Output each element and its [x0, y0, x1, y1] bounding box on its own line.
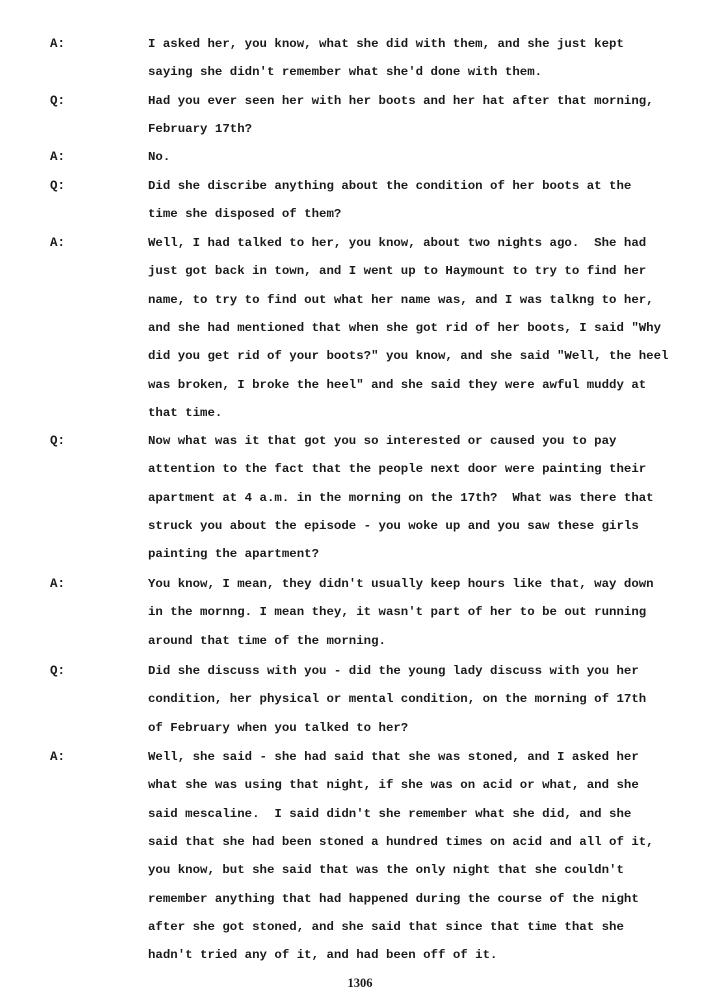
text-line: time she disposed of them? — [148, 207, 342, 221]
speaker-label: A: — [50, 150, 66, 164]
text-line: just got back in town, and I went up to Haymount to try to find her — [148, 264, 647, 278]
text-line: said that she had been stoned a hundred times on acid and all of it, — [148, 835, 654, 849]
text-line: was broken, I broke the heel" and she said they were awful muddy at — [148, 378, 647, 392]
text-line: painting the apartment? — [148, 547, 320, 561]
speaker-label: A: — [50, 37, 66, 51]
text-line: saying she didn't remember what she'd done with them. — [148, 65, 543, 79]
text-line: around that time of the morning. — [148, 634, 386, 648]
text-line: Now what was it that got you so interested or caused you to pay — [148, 434, 617, 448]
text-line: you know, but she said that was the only night that she couldn't — [148, 863, 624, 877]
speaker-label: Q: — [50, 94, 66, 108]
speaker-label: A: — [50, 750, 66, 764]
speaker-label: A: — [50, 577, 66, 591]
text-line: apartment at 4 a.m. in the morning on the 17th? What was there that — [148, 491, 654, 505]
text-line: Well, I had talked to her, you know, about two nights ago. She had — [148, 236, 647, 250]
text-line: name, to try to find out what her name was, and I was talkng to her, — [148, 293, 654, 307]
speaker-label: Q: — [50, 434, 66, 448]
text-line: Well, she said - she had said that she was stoned, and I asked her — [148, 750, 639, 764]
text-line: hadn't tried any of it, and had been off of it. — [148, 948, 498, 962]
speaker-label: A: — [50, 236, 66, 250]
text-line: what she was using that night, if she was on acid or what, and she — [148, 778, 639, 792]
text-line: after she got stoned, and she said that since that time that she — [148, 920, 624, 934]
text-line: I asked her, you know, what she did with them, and she just kept — [148, 37, 624, 51]
text-line: condition, her physical or mental condition, on the morning of 17th — [148, 692, 647, 706]
text-line: You know, I mean, they didn't usually keep hours like that, way down — [148, 577, 654, 591]
text-line: Did she discribe anything about the condition of her boots at the — [148, 179, 632, 193]
text-line: February 17th? — [148, 122, 253, 136]
text-line: that time. — [148, 406, 223, 420]
text-line: did you get rid of your boots?" you know, and she said "Well, the heel — [148, 349, 669, 363]
text-line: struck you about the episode - you woke up and you saw these girls — [148, 519, 639, 533]
speaker-label: Q: — [50, 179, 66, 193]
text-line: said mescaline. I said didn't she remember what she did, and she — [148, 807, 632, 821]
text-line: remember anything that had happened during the course of the night — [148, 892, 639, 906]
text-line: Did she discuss with you - did the young lady discuss with you her — [148, 664, 639, 678]
speaker-label: Q: — [50, 664, 66, 678]
text-line: attention to the fact that the people next door were painting their — [148, 462, 647, 476]
text-line: No. — [148, 150, 171, 164]
text-line: and she had mentioned that when she got rid of her boots, I said "Why — [148, 321, 662, 335]
text-line: Had you ever seen her with her boots and her hat after that morning, — [148, 94, 654, 108]
page-number: 1306 — [347, 976, 373, 990]
text-line: of February when you talked to her? — [148, 721, 409, 735]
text-line: in the mornng. I mean they, it wasn't part of her to be out running — [148, 605, 647, 619]
